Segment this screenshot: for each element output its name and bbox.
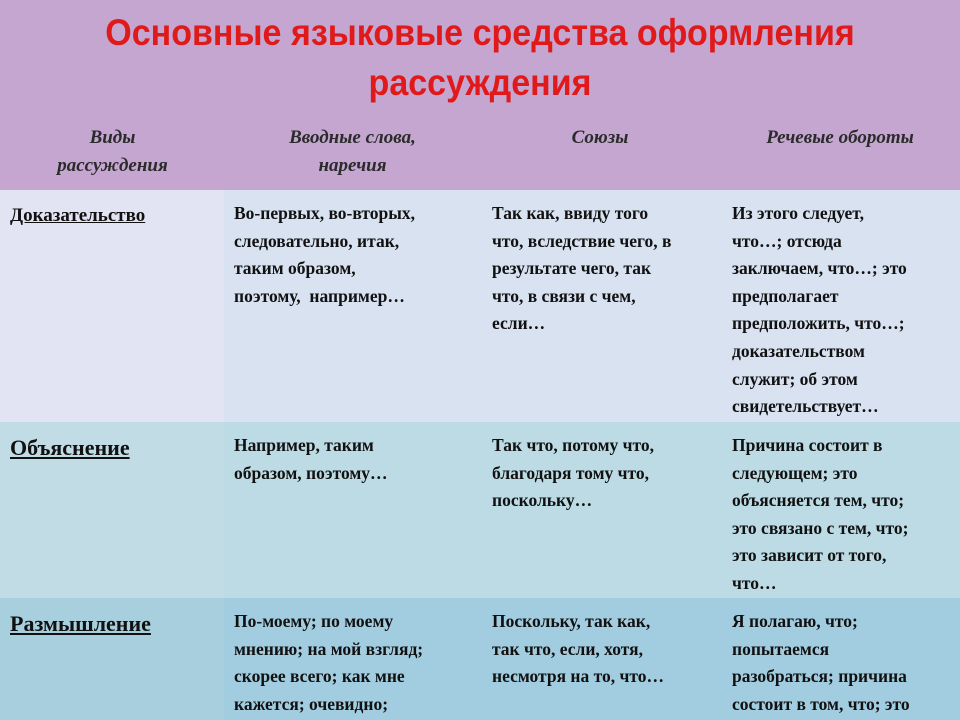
- table-row-reflection: [0, 598, 960, 720]
- kind-label: Объяснение: [10, 435, 130, 460]
- cell-conjunctions: Так что, потому что, благодаря тому что, поскольку…: [482, 422, 722, 598]
- cell-phrases: Причина состоит в следующем; это объясняется тем, что; это связано с тем, что; это зависит от того, что…: [722, 422, 960, 598]
- table-row-proof: [0, 190, 960, 422]
- cell-kind: [0, 422, 224, 598]
- header-phrases: Речевые обороты: [766, 127, 914, 148]
- title-line-1: Основные языковые средства оформления: [105, 12, 855, 53]
- cell-conjunctions: Так как, ввиду того что, вследствие чего, в результате чего, так что, в связи с чем, если…: [482, 190, 722, 422]
- cell-intro-words: Во-первых, во-вторых, следовательно, итак, таким образом, поэтому, например…: [224, 190, 482, 422]
- table-row-explanation: [0, 422, 960, 598]
- cell-kind: [0, 598, 224, 720]
- kind-label: Размышление: [10, 611, 151, 636]
- cell-phrases: Я полагаю, что; попытаемся разобраться; причина состоит в том, что; это: [722, 598, 960, 720]
- header-kinds: Виды рассуждения: [57, 127, 168, 176]
- cell-conjunctions: Поскольку, так как, так что, если, хотя, несмотря на то, что…: [482, 598, 722, 720]
- slide-title: [38, 8, 921, 108]
- title-line-2: рассуждения: [368, 62, 592, 103]
- header-band: [0, 0, 960, 190]
- cell-intro-words: По-моему; по моему мнению; на мой взгляд; скорее всего; как мне кажется; очевидно;: [224, 598, 482, 720]
- cell-intro-words: Например, таким образом, поэтому…: [224, 422, 482, 598]
- header-conjunctions: Союзы: [571, 127, 629, 148]
- cell-kind: [0, 190, 224, 422]
- cell-phrases: Из этого следует, что…; отсюда заключаем, что…; это предполагает предположить, что…; доказательством служит; об этом свидетельствует…: [722, 190, 960, 422]
- header-intro-words: Вводные слова, наречия: [289, 127, 416, 176]
- kind-label: Доказательство: [10, 205, 146, 226]
